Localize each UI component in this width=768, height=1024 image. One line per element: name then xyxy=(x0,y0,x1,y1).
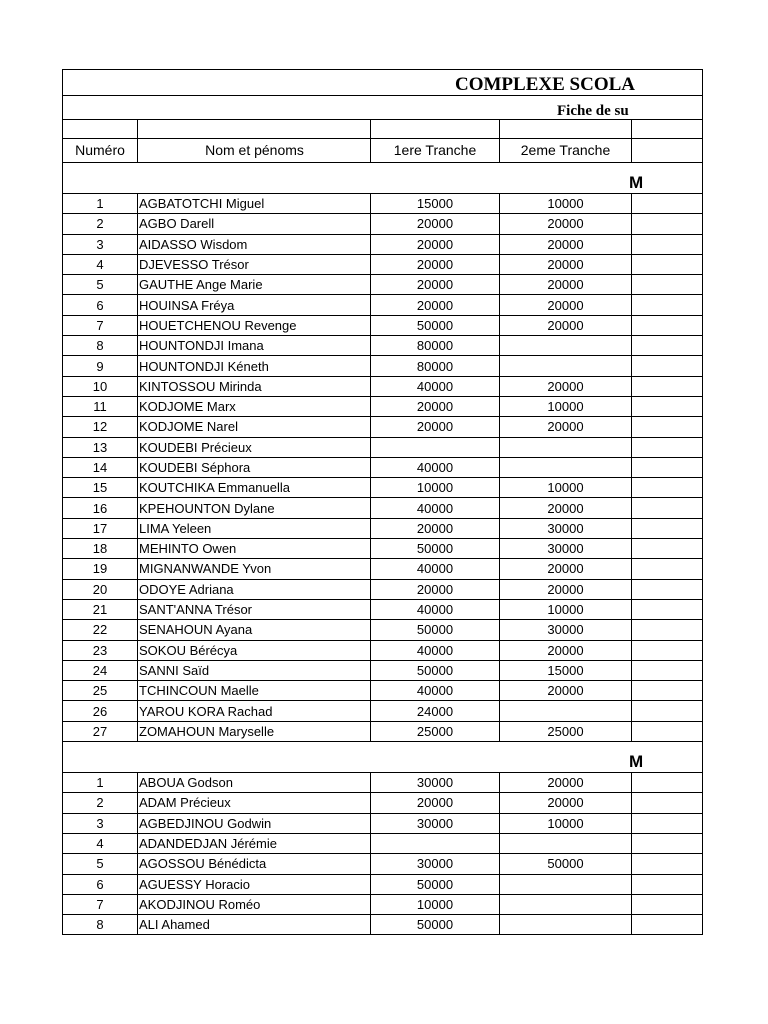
document-title: COMPLEXE SCOLA xyxy=(455,74,635,95)
cell-tranche2: 20000 xyxy=(500,295,632,315)
cell-nom: KOUDEBI Précieux xyxy=(138,437,371,457)
table-row xyxy=(63,478,703,498)
cell-numero: 7 xyxy=(63,315,138,335)
cell-nom: DJEVESSO Trésor xyxy=(138,254,371,274)
cell-tranche2 xyxy=(500,833,632,853)
table-row xyxy=(63,376,703,396)
cell-numero: 12 xyxy=(63,417,138,437)
cell-nom: SANNI Saïd xyxy=(138,660,371,680)
cell-tranche1: 40000 xyxy=(371,457,500,477)
cell-tranche1: 20000 xyxy=(371,793,500,813)
table-row xyxy=(63,579,703,599)
cell-tranche1: 50000 xyxy=(371,660,500,680)
table-row xyxy=(63,194,703,214)
cell-tranche1: 40000 xyxy=(371,559,500,579)
cell-tranche1: 30000 xyxy=(371,773,500,793)
cell-tranche2: 20000 xyxy=(500,640,632,660)
cell-nom: AGUESSY Horacio xyxy=(138,874,371,894)
table-row xyxy=(63,854,703,874)
cell-numero: 5 xyxy=(63,854,138,874)
cell-tranche2: 20000 xyxy=(500,417,632,437)
cell-numero: 18 xyxy=(63,539,138,559)
cell-tranche1: 25000 xyxy=(371,721,500,741)
cell-tranche2 xyxy=(500,336,632,356)
cell-numero: 9 xyxy=(63,356,138,376)
cell-tranche1: 50000 xyxy=(371,915,500,935)
table-row xyxy=(63,773,703,793)
cell-tranche2: 15000 xyxy=(500,660,632,680)
cell-tranche1 xyxy=(371,437,500,457)
cell-tranche2: 20000 xyxy=(500,681,632,701)
cell-tranche1: 20000 xyxy=(371,417,500,437)
cell-nom: HOUNTONDJI Kéneth xyxy=(138,356,371,376)
cell-nom: ADANDEDJAN Jérémie xyxy=(138,833,371,853)
cell-numero: 25 xyxy=(63,681,138,701)
cell-numero: 4 xyxy=(63,833,138,853)
cell-nom: AGOSSOU Bénédicta xyxy=(138,854,371,874)
cell-tranche1: 30000 xyxy=(371,813,500,833)
cell-tranche2 xyxy=(500,356,632,376)
cell-tranche2: 20000 xyxy=(500,498,632,518)
spreadsheet-page xyxy=(62,69,644,935)
table-row xyxy=(63,295,703,315)
cell-nom: KODJOME Narel xyxy=(138,417,371,437)
cell-tranche1: 80000 xyxy=(371,356,500,376)
table-row xyxy=(63,498,703,518)
table-row xyxy=(63,234,703,254)
fees-table xyxy=(62,69,703,935)
cell-numero: 8 xyxy=(63,336,138,356)
cell-nom: ZOMAHOUN Maryselle xyxy=(138,721,371,741)
table-row xyxy=(63,336,703,356)
table-row xyxy=(63,214,703,234)
cell-nom: HOUETCHENOU Revenge xyxy=(138,315,371,335)
cell-nom: ALI Ahamed xyxy=(138,915,371,935)
cell-tranche1: 80000 xyxy=(371,336,500,356)
cell-nom: SOKOU Bérécya xyxy=(138,640,371,660)
cell-tranche1: 30000 xyxy=(371,854,500,874)
table-row xyxy=(63,660,703,680)
cell-tranche2: 20000 xyxy=(500,254,632,274)
cell-numero: 21 xyxy=(63,599,138,619)
header-tranche1: 1ere Tranche xyxy=(371,139,500,163)
subtitle-row xyxy=(63,96,703,120)
title-row xyxy=(63,70,703,96)
section-header-row xyxy=(63,163,703,194)
cell-tranche2: 50000 xyxy=(500,854,632,874)
cell-tranche2 xyxy=(500,874,632,894)
table-row xyxy=(63,721,703,741)
table-row xyxy=(63,254,703,274)
cell-nom: AGBEDJINOU Godwin xyxy=(138,813,371,833)
cell-tranche1: 40000 xyxy=(371,681,500,701)
cell-numero: 17 xyxy=(63,518,138,538)
cell-tranche1: 20000 xyxy=(371,234,500,254)
cell-tranche2: 30000 xyxy=(500,620,632,640)
cell-numero: 20 xyxy=(63,579,138,599)
cell-tranche2: 20000 xyxy=(500,559,632,579)
cell-numero: 5 xyxy=(63,275,138,295)
cell-nom: TCHINCOUN Maelle xyxy=(138,681,371,701)
cell-numero: 6 xyxy=(63,295,138,315)
table-row xyxy=(63,356,703,376)
cell-nom: AKODJINOU Roméo xyxy=(138,894,371,914)
cell-tranche1: 50000 xyxy=(371,874,500,894)
cell-nom: MEHINTO Owen xyxy=(138,539,371,559)
cell-tranche1: 50000 xyxy=(371,539,500,559)
header-row xyxy=(63,139,703,163)
cell-tranche1: 10000 xyxy=(371,894,500,914)
cell-nom: ODOYE Adriana xyxy=(138,579,371,599)
cell-nom: AIDASSO Wisdom xyxy=(138,234,371,254)
cell-nom: ADAM Précieux xyxy=(138,793,371,813)
cell-tranche1: 40000 xyxy=(371,640,500,660)
cell-numero: 15 xyxy=(63,478,138,498)
table-row xyxy=(63,457,703,477)
cell-nom: GAUTHE Ange Marie xyxy=(138,275,371,295)
cell-tranche2: 20000 xyxy=(500,773,632,793)
cell-numero: 13 xyxy=(63,437,138,457)
cell-nom: AGBO Darell xyxy=(138,214,371,234)
cell-tranche2 xyxy=(500,894,632,914)
cell-tranche1: 50000 xyxy=(371,620,500,640)
table-row xyxy=(63,559,703,579)
cell-tranche2: 10000 xyxy=(500,813,632,833)
table-row xyxy=(63,793,703,813)
cell-tranche1: 20000 xyxy=(371,275,500,295)
cell-tranche1: 20000 xyxy=(371,214,500,234)
cell-tranche2: 20000 xyxy=(500,376,632,396)
cell-tranche2: 10000 xyxy=(500,599,632,619)
cell-tranche1: 20000 xyxy=(371,579,500,599)
cell-numero: 8 xyxy=(63,915,138,935)
cell-tranche1: 24000 xyxy=(371,701,500,721)
cell-nom: LIMA Yeleen xyxy=(138,518,371,538)
table-row xyxy=(63,396,703,416)
cell-tranche1: 15000 xyxy=(371,194,500,214)
cell-numero: 4 xyxy=(63,254,138,274)
cell-tranche1: 20000 xyxy=(371,396,500,416)
cell-tranche2: 20000 xyxy=(500,579,632,599)
cell-tranche1: 10000 xyxy=(371,478,500,498)
cell-tranche2 xyxy=(500,701,632,721)
cell-tranche2 xyxy=(500,915,632,935)
cell-tranche2: 30000 xyxy=(500,539,632,559)
cell-nom: AGBATOTCHI Miguel xyxy=(138,194,371,214)
cell-tranche2: 20000 xyxy=(500,214,632,234)
cell-numero: 6 xyxy=(63,874,138,894)
cell-numero: 22 xyxy=(63,620,138,640)
cell-numero: 14 xyxy=(63,457,138,477)
section-label: M xyxy=(629,173,644,192)
cell-tranche2: 10000 xyxy=(500,194,632,214)
cell-nom: KPEHOUNTON Dylane xyxy=(138,498,371,518)
table-row xyxy=(63,275,703,295)
table-row xyxy=(63,620,703,640)
cell-numero: 3 xyxy=(63,813,138,833)
cell-tranche1: 40000 xyxy=(371,498,500,518)
cell-tranche1: 20000 xyxy=(371,518,500,538)
cell-numero: 26 xyxy=(63,701,138,721)
cell-tranche2: 20000 xyxy=(500,793,632,813)
cell-numero: 19 xyxy=(63,559,138,579)
cell-numero: 10 xyxy=(63,376,138,396)
table-row xyxy=(63,640,703,660)
cell-nom: HOUINSA Fréya xyxy=(138,295,371,315)
cell-nom: YAROU KORA Rachad xyxy=(138,701,371,721)
cell-numero: 2 xyxy=(63,793,138,813)
cell-nom: KOUDEBI Séphora xyxy=(138,457,371,477)
cell-numero: 27 xyxy=(63,721,138,741)
cell-numero: 11 xyxy=(63,396,138,416)
table-row xyxy=(63,874,703,894)
table-row xyxy=(63,833,703,853)
cell-tranche1: 40000 xyxy=(371,599,500,619)
table-row xyxy=(63,681,703,701)
cell-numero: 1 xyxy=(63,773,138,793)
table-row xyxy=(63,915,703,935)
cell-numero: 23 xyxy=(63,640,138,660)
cell-tranche1 xyxy=(371,833,500,853)
cell-nom: MIGNANWANDE Yvon xyxy=(138,559,371,579)
cell-tranche2: 30000 xyxy=(500,518,632,538)
header-numero: Numéro xyxy=(63,139,138,163)
document-subtitle: Fiche de su xyxy=(557,103,629,119)
cell-tranche2 xyxy=(500,457,632,477)
cell-tranche2 xyxy=(500,437,632,457)
cell-tranche1: 20000 xyxy=(371,295,500,315)
cell-numero: 24 xyxy=(63,660,138,680)
header-nom: Nom et pénoms xyxy=(138,139,371,163)
cell-tranche1: 20000 xyxy=(371,254,500,274)
table-row xyxy=(63,599,703,619)
cell-nom: KODJOME Marx xyxy=(138,396,371,416)
cell-numero: 2 xyxy=(63,214,138,234)
table-row xyxy=(63,813,703,833)
cell-numero: 1 xyxy=(63,194,138,214)
table-row xyxy=(63,701,703,721)
cell-tranche2: 20000 xyxy=(500,234,632,254)
cell-nom: KINTOSSOU Mirinda xyxy=(138,376,371,396)
cell-tranche1: 40000 xyxy=(371,376,500,396)
cell-nom: HOUNTONDJI Imana xyxy=(138,336,371,356)
cell-tranche2: 10000 xyxy=(500,478,632,498)
table-row xyxy=(63,437,703,457)
cell-nom: KOUTCHIKA Emmanuella xyxy=(138,478,371,498)
cell-numero: 16 xyxy=(63,498,138,518)
table-row xyxy=(63,518,703,538)
table-row xyxy=(63,417,703,437)
cell-numero: 7 xyxy=(63,894,138,914)
cell-numero: 3 xyxy=(63,234,138,254)
section-header-row xyxy=(63,742,703,773)
cell-tranche2: 10000 xyxy=(500,396,632,416)
cell-tranche2: 20000 xyxy=(500,275,632,295)
table-row xyxy=(63,894,703,914)
table-row xyxy=(63,315,703,335)
cell-nom: SENAHOUN Ayana xyxy=(138,620,371,640)
table-row xyxy=(63,539,703,559)
cell-tranche2: 25000 xyxy=(500,721,632,741)
section-label: M xyxy=(629,752,644,772)
cell-nom: SANT'ANNA Trésor xyxy=(138,599,371,619)
cell-nom: ABOUA Godson xyxy=(138,773,371,793)
cell-tranche2: 20000 xyxy=(500,315,632,335)
cell-tranche1: 50000 xyxy=(371,315,500,335)
header-tranche2: 2eme Tranche xyxy=(500,139,632,163)
